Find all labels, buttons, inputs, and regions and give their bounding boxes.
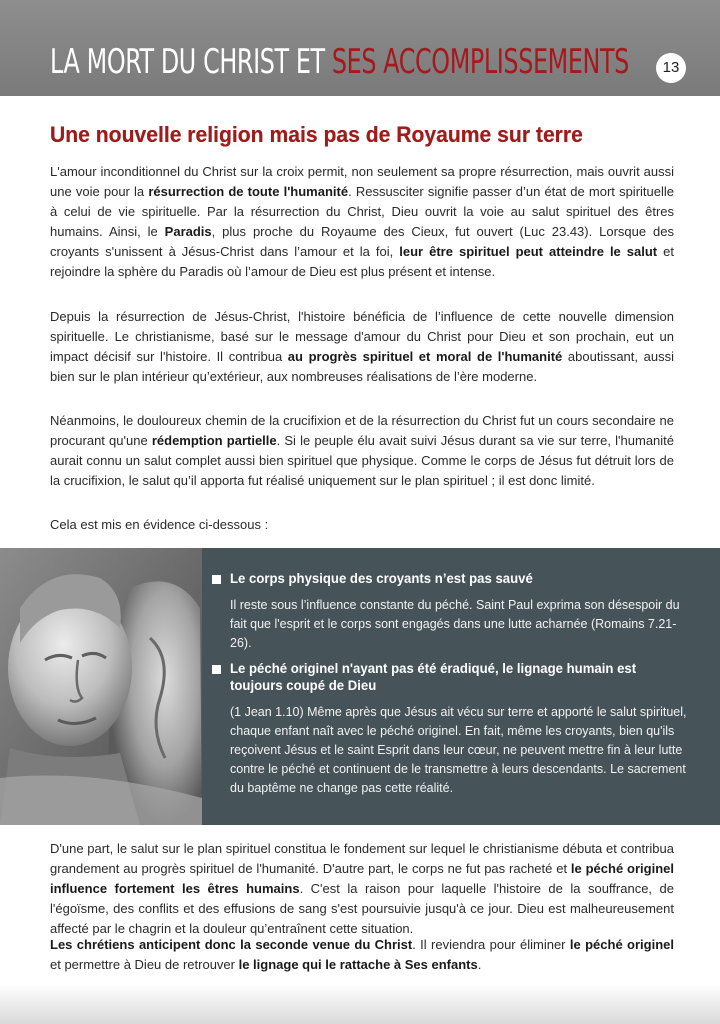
- text-run: Néanmoins, le douloureux chemin de la crucifixion et de la résurrection du Christ fut un cours secondaire ne procurant qu'une: [50, 413, 674, 448]
- section-title: Une nouvelle religion mais pas de Royaume sur terre: [50, 122, 583, 147]
- text-run: aboutissant, aussi bien sur le plan intérieur qu’extérieur, aux nombreuses réalisations de l’ère moderne.: [50, 349, 674, 384]
- bold-text-run: Les chrétiens anticipent donc: [50, 937, 241, 952]
- illustrated-callout: [0, 548, 720, 825]
- paragraph: [50, 162, 674, 282]
- text-run: .: [477, 957, 482, 972]
- sculpture-illustration: [0, 548, 202, 825]
- bold-text-run: résurrection de toute l'humanité: [148, 184, 349, 199]
- bold-text-run: la seconde venue du Christ: [240, 937, 413, 952]
- text-run: Depuis la résurrection de Jésus-Christ, l'histoire bénéficia de l’influence de cette nouvelle dimension spirituelle. Le christianisme, basé sur le message d'amour du Christ pour Dieu et son prochain, eut un impact décisif sur l'histoire. Il contribua: [50, 309, 674, 364]
- text-run: D'une part, le salut sur le plan spirituel constitua le fondement sur lequel le christianisme débuta et contribua grandement au progrès spirituel de l'humanité. D'autre part, le corps ne fut pas racheté et: [50, 841, 674, 876]
- text-run: Cela est mis en évidence ci-dessous :: [50, 517, 269, 532]
- chapter-title-part1: LA MORT DU CHRIST ET: [50, 42, 332, 82]
- paragraph: [50, 935, 674, 975]
- bullet-text: Il reste sous l’influence constante du péché. Saint Paul exprima son désespoir du fait que l'esprit et le corps sont engagés dans une lutte acharnée (Romains 7.21-26).: [230, 598, 680, 650]
- bullet-text: (1 Jean 1.10) Même après que Jésus ait vécu sur terre et apporté le salut spirituel, chaque enfant naît avec le péché originel. En fait, même les croyants, bien qu'ils reçoivent Jésus et le saint Esprit dans leur cœur, ne peuvent mettre fin à leur lutte contre le péché et continuent de le transmettre à leurs descendants. Le sacrement du baptême ne change pas cette réalité.: [230, 705, 687, 795]
- text-run: . Il reviendra pour éliminer: [412, 937, 570, 952]
- bold-text-run: rédemption partielle: [151, 433, 277, 448]
- page-bottom-gradient: [0, 984, 720, 1024]
- text-run: . Ressusciter signifie passer d’un état de mort spirituelle à celui de vie spirituelle. Par la résurrection du Christ, Dieu ouvrit la voie au salut spirituel des êtres humains. Ainsi, le: [50, 184, 674, 239]
- square-bullet-icon: [212, 575, 221, 584]
- callout-box: [202, 548, 720, 825]
- chapter-title-part2: SES ACCOMPLISSEMENTS: [331, 42, 629, 82]
- bold-text-run: le lignage qui le rattache à Ses enfants: [238, 957, 478, 972]
- bold-text-run: Paradis: [164, 224, 212, 239]
- bold-text-run: leur être spirituel peut atteindre le salut: [399, 244, 658, 259]
- square-bullet-icon: [212, 665, 221, 674]
- paragraph: [50, 307, 674, 387]
- chapter-title: [50, 40, 629, 84]
- text-run: L'amour inconditionnel du Christ sur la croix permit, non seulement sa propre résurrection, mais ouvrit aussi une voie pour la: [50, 164, 674, 199]
- bullet-heading: Le corps physique des croyants n’est pas sauvé: [230, 570, 533, 586]
- bold-text-run: le péché originel: [569, 937, 674, 952]
- page-header: [0, 0, 720, 96]
- bold-text-run: au progrès spirituel et moral de l'humanité: [287, 349, 563, 364]
- text-run: , plus proche du Royaume des Cieux, fut ouvert (Luc 23.43). Lorsque des croyants s'unissent à Jésus-Christ dans l’amour et la foi,: [50, 224, 674, 259]
- page-number-badge: 13: [656, 53, 686, 83]
- paragraph: [50, 411, 674, 491]
- bold-text-run: le péché originel influence fortement les êtres humains: [50, 861, 674, 896]
- text-run: et permettre à Dieu de retrouver: [50, 957, 239, 972]
- stone-sculpture-image: [0, 548, 202, 825]
- bullet-heading: Le péché originel n'ayant pas été éradiqué, le lignage humain est toujours coupé de Dieu: [230, 660, 637, 693]
- text-run: . Si le peuple élu avait suivi Jésus durant sa vie sur terre, l'humanité aurait connu un salut complet aussi bien spirituel que physique. Comme le corps de Jésus fut détruit lors de la crucifixion, le salut qu’il apporta fut réalisé uniquement sur le plan spirituel ; il est donc limité.: [50, 433, 675, 488]
- paragraph: [50, 839, 674, 939]
- paragraph: [50, 515, 674, 535]
- text-run: . C'est la raison pour laquelle l'histoire de la souffrance, de l'égoïsme, des conflits et des effusions de sang s'est poursuivie jusqu'à ce jour. Dieu est malheureusement affecté par le chagrin et la douleur qu’entraînent cette situation.: [50, 881, 674, 936]
- text-run: et rejoindre la sphère du Paradis où l’amour de Dieu est plus présent et intense.: [50, 244, 674, 279]
